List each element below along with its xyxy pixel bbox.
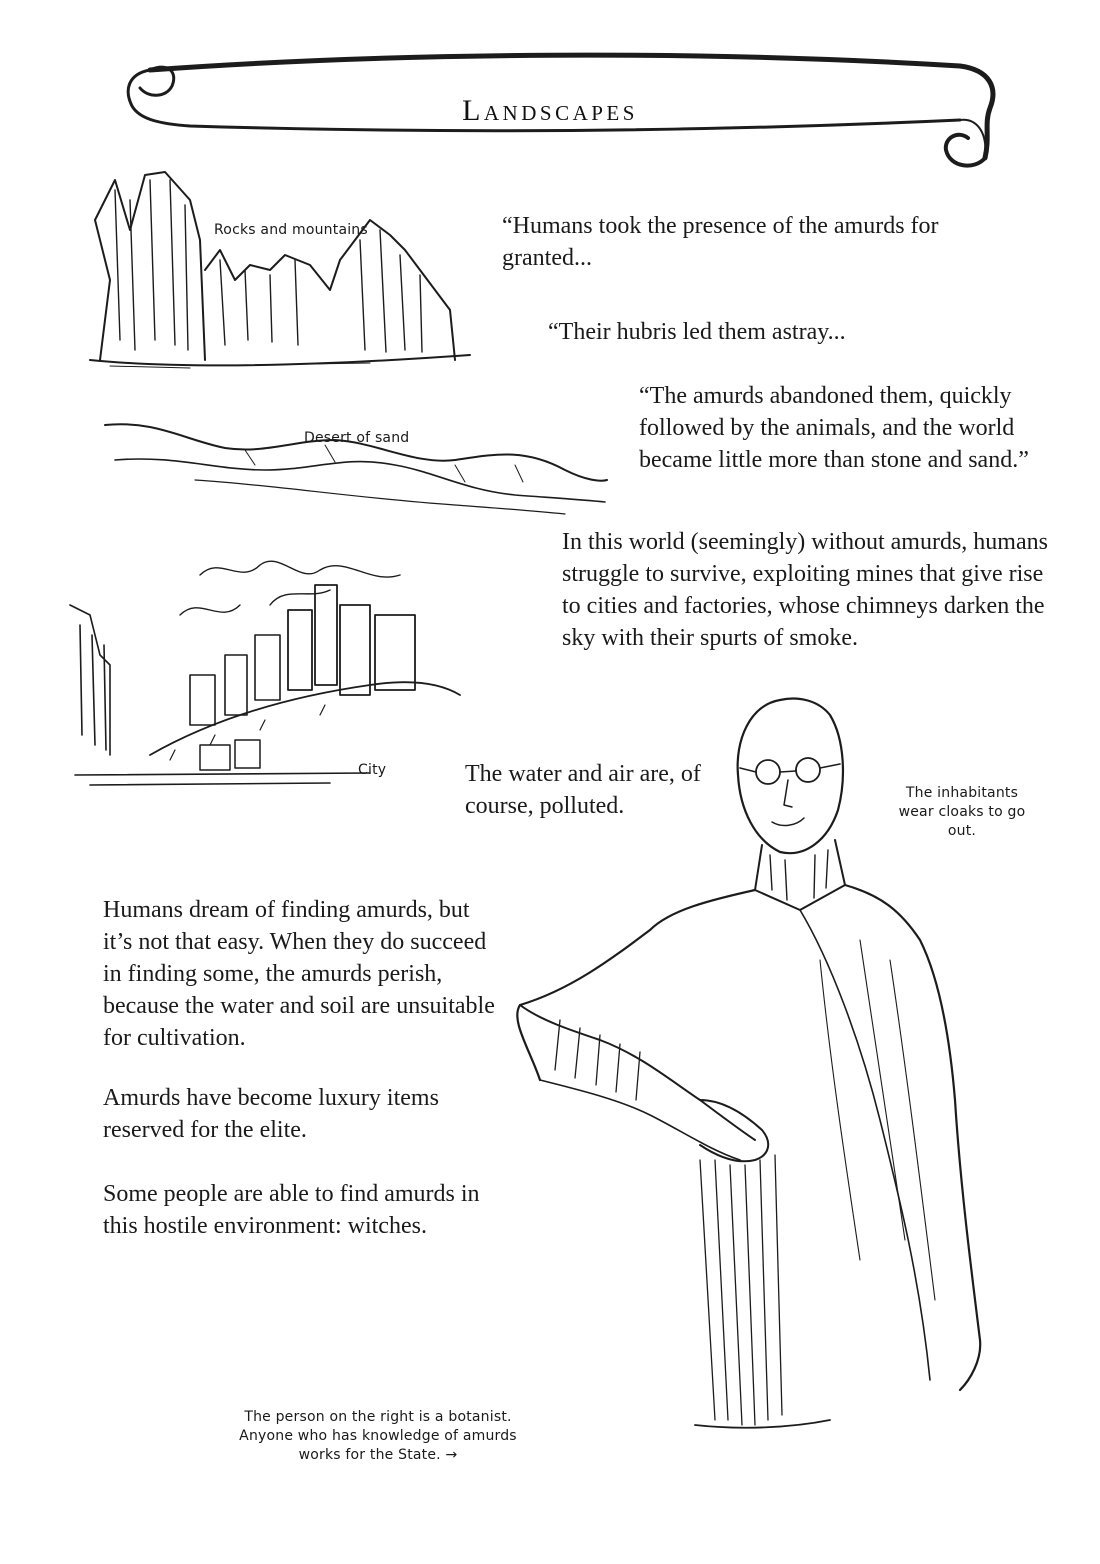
- paragraph-witches: Some people are able to find amurds in this hostile environment: witches.: [103, 1181, 480, 1239]
- page-title-text: Landscapes: [462, 94, 638, 127]
- rocks-label: Rocks and mountains: [214, 222, 368, 238]
- botanist-figure: [500, 660, 1020, 1440]
- paragraph-pollution: The water and air are, of course, polluted.: [465, 761, 701, 819]
- paragraph-world: In this world (seemingly) without amurds, humans struggle to survive, exploiting mines that give rise to cities and factories, whose chimneys darken the sky with their spurts of smoke.: [562, 529, 1048, 651]
- rocks-mountains-sketch: [70, 160, 490, 380]
- quote-hubris: “Their hubris led them astray...: [548, 319, 846, 345]
- city-label: City: [358, 762, 387, 778]
- paragraph-dream: Humans dream of finding amurds, but it’s not that easy. When they do succeed in finding some, the amurds perish, because the water and soil are unsuitable for cultivation.: [103, 897, 495, 1051]
- city-sketch: [70, 545, 490, 805]
- page-title: [0, 94, 1100, 128]
- desert-sketch: [95, 410, 615, 530]
- paragraph-luxury: Amurds have become luxury items reserved for the elite.: [103, 1085, 439, 1143]
- quote-abandoned: “The amurds abandoned them, quickly followed by the animals, and the world became little more than stone and sand.”: [639, 383, 1029, 473]
- quote-humans: “Humans took the presence of the amurds for granted...: [502, 213, 939, 271]
- note-botanist: The person on the right is a botanist. Anyone who has knowledge of amurds works for the State. →: [239, 1409, 517, 1463]
- note-cloaks: The inhabitants wear cloaks to go out.: [898, 785, 1026, 839]
- desert-label: Desert of sand: [304, 430, 410, 446]
